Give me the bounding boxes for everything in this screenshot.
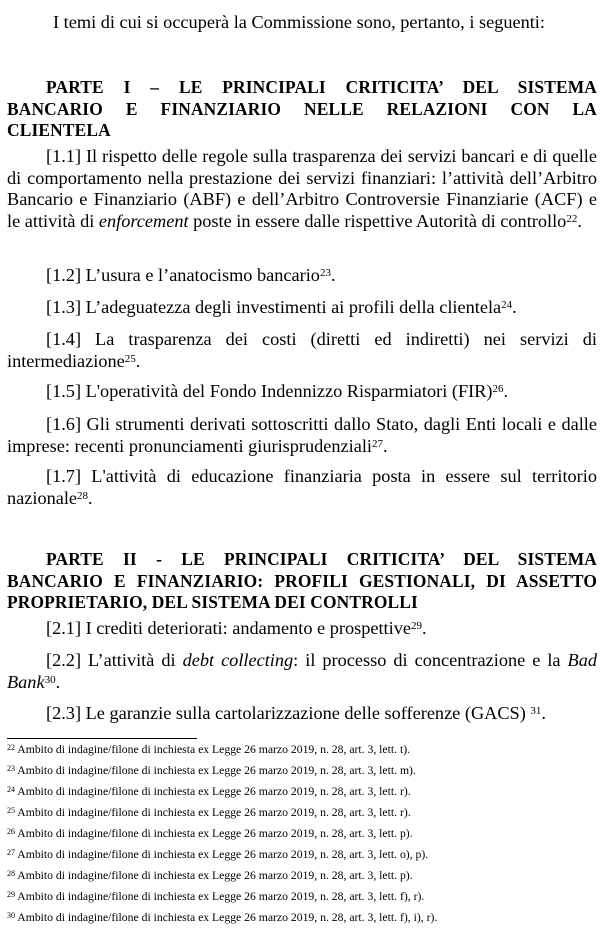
footnote-ref: 27 xyxy=(372,437,383,450)
footnote-ref: 25 xyxy=(124,352,136,365)
footnote-ref: 29 xyxy=(410,620,422,632)
footnote-ref: 31 xyxy=(530,705,542,717)
footnote-ref: 24 xyxy=(501,299,513,311)
part1-heading-line1: PARTE I – LE PRINCIPALI CRITICITA’ DEL SISTEMA xyxy=(46,77,597,97)
footnote-24: $^{24}$ Ambito di indagine/filone di inchiesta ex Legge 26 marzo 2019, n. 28, art. 3, lett. r). xyxy=(7,785,411,798)
footnote-26: $^{26}$ Ambito di indagine/filone di inchiesta ex Legge 26 marzo 2019, n. 28, art. 3, lett. p). xyxy=(7,827,413,840)
footnote-30: $^{30}$ Ambito di indagine/filone di inchiesta ex Legge 26 marzo 2019, n. 28, art. 3, lett. f), i), r). xyxy=(7,911,438,924)
part2-heading-line3: PROPRIETARIO, DEL SISTEMA DEI CONTROLLI xyxy=(7,592,418,612)
item-2-2: [2.2] L’attività di debt collecting: il processo di concentrazione e la Bad Bank$^{30}$. xyxy=(7,650,597,692)
footnote-ref: 26 xyxy=(492,383,504,395)
footnote-25: $^{25}$ Ambito di indagine/filone di inchiesta ex Legge 26 marzo 2019, n. 28, art. 3, lett. r). xyxy=(7,806,411,819)
part1-heading-line2: BANCARIO E FINANZIARIO NELLE RELAZIONI CON LA xyxy=(7,98,597,119)
footnote-22: $^{22}$ Ambito di indagine/filone di inchiesta ex Legge 26 marzo 2019, n. 28, art. 3, lett. t). xyxy=(7,743,411,756)
item-2-3: [2.3] Le garanzie sulla cartolarizzazione delle sofferenze (GACS) $^{31}$. xyxy=(46,703,546,723)
item-1-5: [1.5] L'operatività del Fondo Indennizzo Risparmiatori (FIR)$^{26}$. xyxy=(46,381,509,401)
footnote-27: $^{27}$ Ambito di indagine/filone di inchiesta ex Legge 26 marzo 2019, n. 28, art. 3, lett. o), p). xyxy=(7,848,429,861)
footnote-ref: 30 xyxy=(44,673,56,686)
part1-heading xyxy=(7,77,597,142)
item-1-4: [1.4] La trasparenza dei costi (diretti ed indiretti) nei servizi di intermediazione$^{25}$. xyxy=(7,329,597,371)
footnote-29: $^{29}$ Ambito di indagine/filone di inchiesta ex Legge 26 marzo 2019, n. 28, art. 3, lett. f), r). xyxy=(7,890,425,903)
footnote-ref: 23 xyxy=(319,267,331,279)
part2-heading-line2: BANCARIO E FINANZIARIO: PROFILI GESTIONALI, DI ASSETTO xyxy=(7,570,597,591)
item-1-6: [1.6] Gli strumenti derivati sottoscritti dallo Stato, dagli Enti locali e dalle imprese: recenti pronunciamenti giurisprudenziali$^{27}$. xyxy=(7,414,597,456)
footnote-23: $^{23}$ Ambito di indagine/filone di inchiesta ex Legge 26 marzo 2019, n. 28, art. 3, lett. m). xyxy=(7,764,416,777)
item-2-1: [2.1] I crediti deteriorati: andamento e prospettive$^{29}$. xyxy=(46,618,427,638)
intro-paragraph: I temi di cui si occuperà la Commissione sono, pertanto, i seguenti: xyxy=(53,12,545,32)
footnote-ref: 28 xyxy=(77,489,89,502)
footnote-28: $^{28}$ Ambito di indagine/filone di inchiesta ex Legge 26 marzo 2019, n. 28, art. 3, lett. p). xyxy=(7,869,413,882)
footnote-ref: 22 xyxy=(566,212,578,225)
item-1-7: [1.7] L'attività di educazione finanziaria posta in essere sul territorio nazionale$^{28}$. xyxy=(7,466,597,508)
part2-heading xyxy=(7,549,597,614)
part2-heading-line1: PARTE II - LE PRINCIPALI CRITICITA’ DEL SISTEMA xyxy=(46,549,597,569)
item-1-2: [1.2] L’usura e l’anatocismo bancario$^{23}$. xyxy=(46,265,336,285)
footnote-separator xyxy=(7,738,197,739)
part1-heading-line3: CLIENTELA xyxy=(7,120,111,140)
item-1-1: [1.1] Il rispetto delle regole sulla trasparenza dei servizi bancari e di quelle di comportamento nella prestazione dei servizi finanziari: l’attività dell’Arbitro Bancario e Finanziario (ABF) e dell’Arbitro Controversie Finanziarie (ACF) e le attività di enforcement poste in essere dalle rispettive Autorità di controllo$^{22}$. xyxy=(7,146,597,231)
item-1-3: [1.3] L’adeguatezza degli investimenti ai profili della clientela$^{24}$. xyxy=(46,297,517,317)
